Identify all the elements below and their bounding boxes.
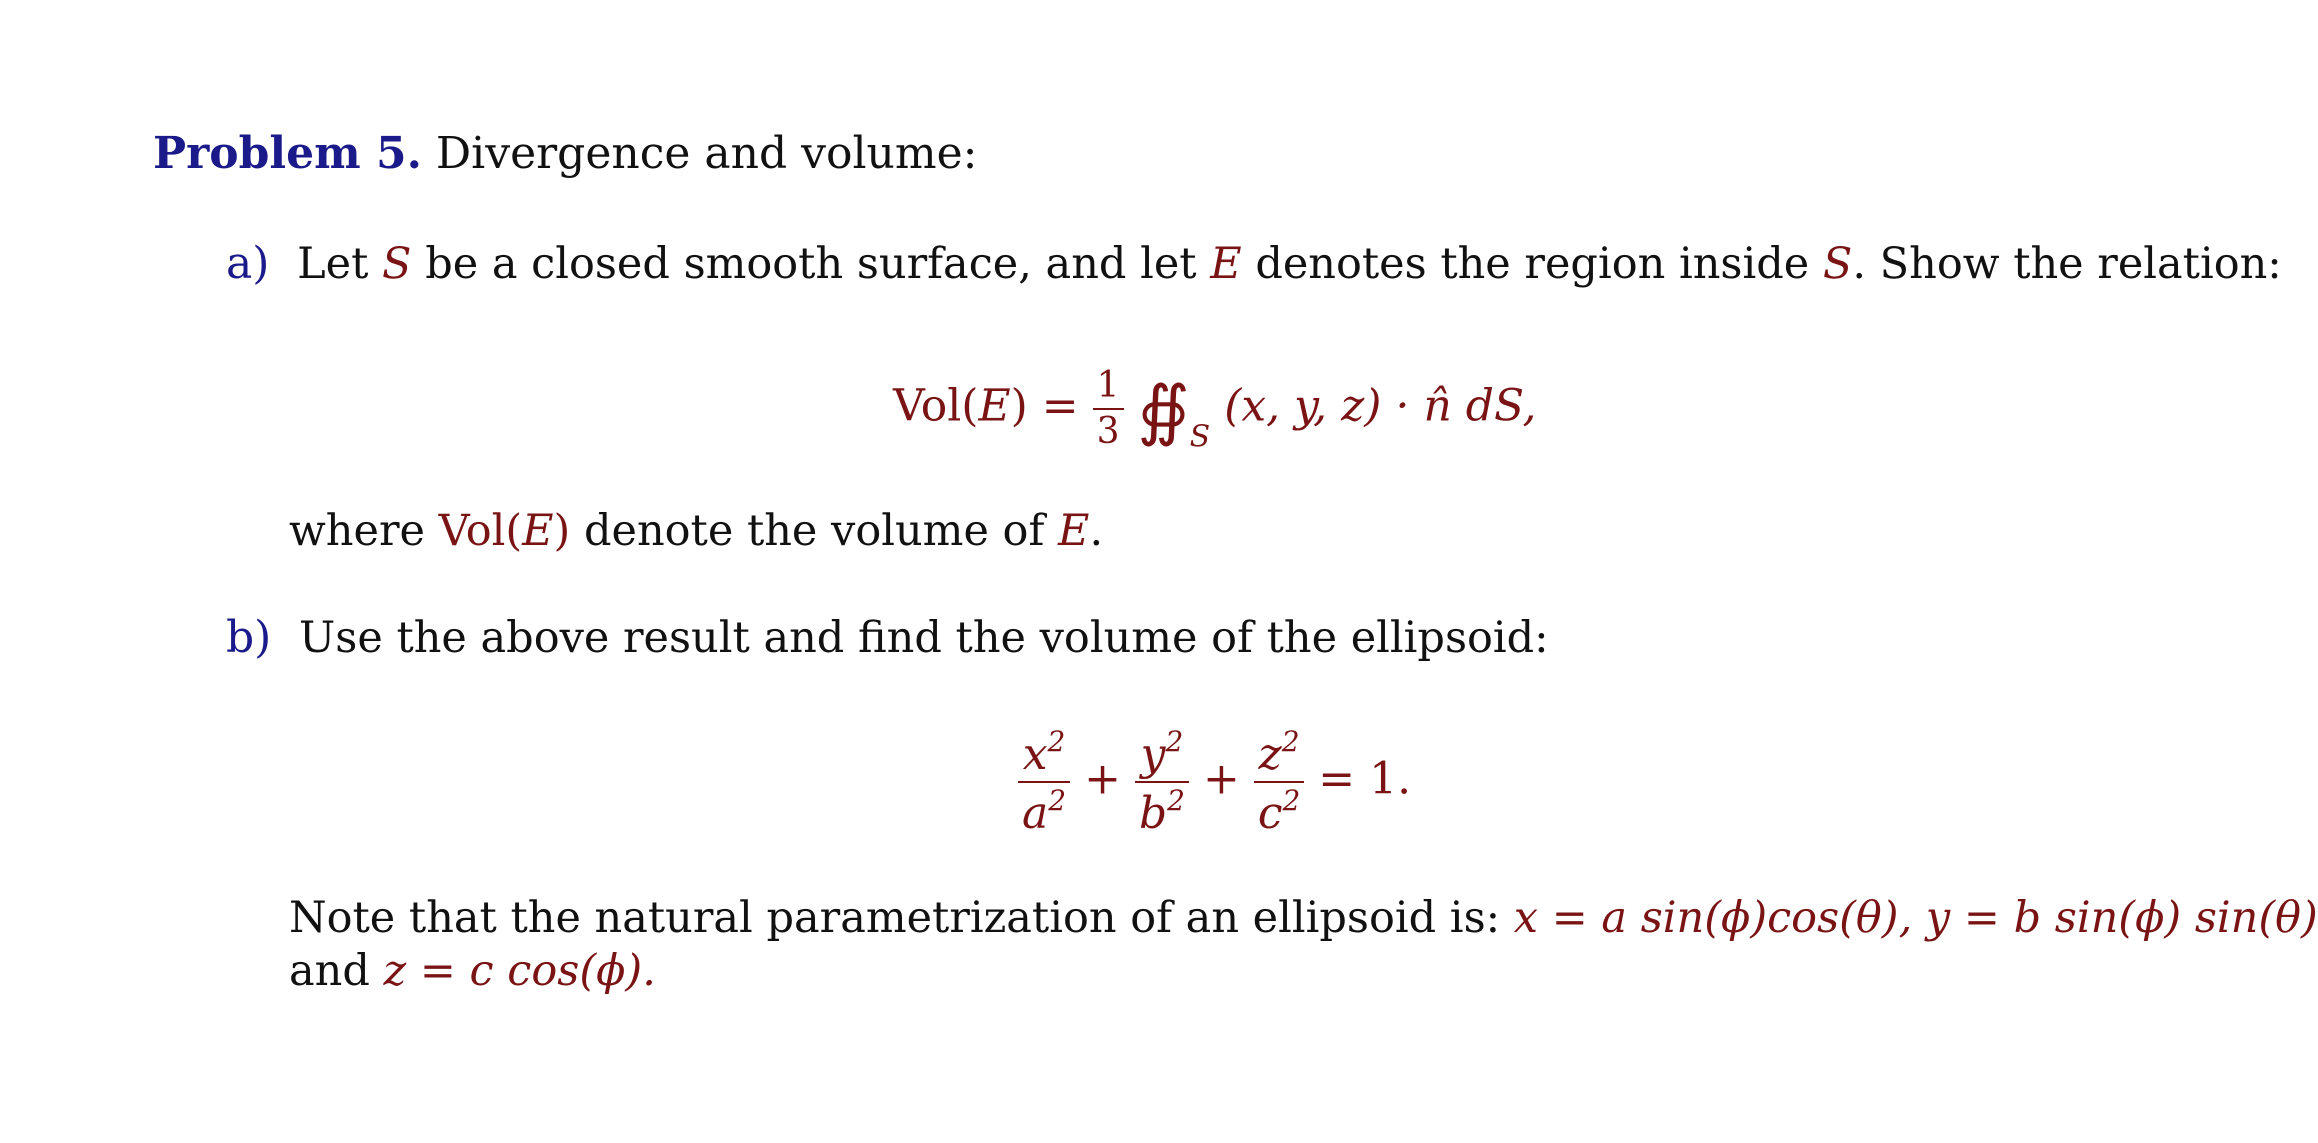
var-S: S bbox=[382, 239, 412, 289]
surface-element: dS, bbox=[1465, 380, 1537, 432]
where-line bbox=[289, 506, 1103, 556]
note-and: and bbox=[289, 946, 370, 996]
part-b-text: Use the above result and find the volume of the ellipsoid: bbox=[299, 613, 1549, 663]
part-a-text-1: Let bbox=[297, 239, 369, 289]
var-E: E bbox=[1210, 239, 1242, 289]
z-fraction bbox=[1254, 725, 1304, 839]
part-a-line bbox=[226, 238, 2282, 289]
ellipsoid-rhs: = 1. bbox=[1318, 753, 1412, 805]
problem-header bbox=[153, 128, 977, 179]
a-den: $a^2$ bbox=[1022, 784, 1067, 839]
vol-lhs: Vol( bbox=[893, 380, 979, 432]
problem-label: Problem 5. bbox=[153, 128, 422, 179]
plus-2: + bbox=[1202, 753, 1240, 805]
vol-lhs-var: E bbox=[978, 380, 1011, 432]
integral-subscript: S bbox=[1189, 419, 1211, 455]
var-S-2: S bbox=[1822, 239, 1853, 289]
y-num: $y^2$ bbox=[1140, 725, 1184, 780]
c-den: $c^2$ bbox=[1257, 784, 1301, 839]
one-third-fraction bbox=[1093, 365, 1124, 452]
note-line-2 bbox=[289, 946, 656, 996]
note-z: z = c cos(ϕ). bbox=[383, 946, 656, 996]
normal-vector: n̂ bbox=[1423, 380, 1452, 432]
where-vol: Vol( bbox=[438, 506, 523, 556]
where-close: ) bbox=[553, 506, 571, 556]
note-y: y = b sin(ϕ) sin(θ) bbox=[1925, 893, 2318, 943]
plus-1: + bbox=[1084, 753, 1121, 805]
vol-lhs-close: ) bbox=[1010, 380, 1028, 432]
part-a-text-4: . Show the relation: bbox=[1852, 239, 2282, 289]
where-period: . bbox=[1089, 506, 1104, 556]
problem-title: Divergence and volume: bbox=[435, 128, 978, 179]
vol-equals: = bbox=[1041, 380, 1079, 432]
where-text: where bbox=[289, 506, 425, 556]
surface-integral-symbol: ∯ bbox=[1137, 371, 1190, 449]
part-b-line bbox=[226, 612, 1549, 663]
part-a-text-3: denotes the region inside bbox=[1255, 239, 1810, 289]
integrand: (x, y, z) · bbox=[1224, 380, 1410, 432]
ellipsoid-equation bbox=[1018, 725, 1412, 839]
y-fraction bbox=[1135, 725, 1189, 839]
b-den: $b^2$ bbox=[1138, 784, 1185, 839]
frac-den: 3 bbox=[1096, 411, 1120, 452]
where-rest: denote the volume of bbox=[584, 506, 1045, 556]
z-num: $z^2$ bbox=[1258, 725, 1300, 780]
part-a-label: a) bbox=[226, 238, 270, 289]
note-text: Note that the natural parametrization of an ellipsoid is: bbox=[289, 893, 1501, 943]
where-E: E bbox=[1058, 506, 1090, 556]
note-x: x = a sin(ϕ)cos(θ), bbox=[1513, 893, 1913, 943]
frac-num: 1 bbox=[1096, 365, 1120, 406]
frac-bar bbox=[1093, 408, 1124, 410]
x-fraction bbox=[1018, 725, 1070, 839]
part-a-text-2: be a closed smooth surface, and let bbox=[425, 239, 1197, 289]
note-line-1 bbox=[289, 893, 2318, 943]
x-num: $x^2$ bbox=[1022, 725, 1066, 780]
where-var: E bbox=[522, 506, 554, 556]
volume-formula bbox=[893, 365, 1537, 455]
part-b-label: b) bbox=[226, 612, 272, 663]
